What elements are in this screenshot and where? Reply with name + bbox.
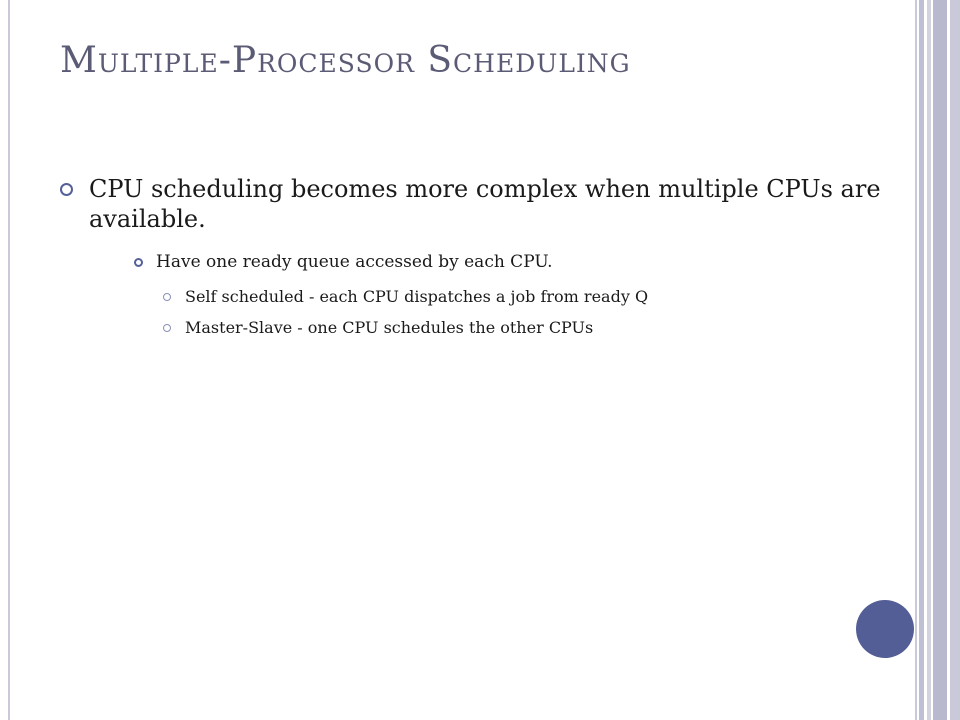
hollow-circle-bullet-icon [163, 324, 171, 332]
bullet-level3-item [163, 317, 593, 339]
right-edge-stripes [917, 0, 960, 720]
bullet-level1-text: CPU scheduling becomes more complex when multiple CPUs are available. [89, 175, 881, 233]
hollow-circle-bullet-icon [163, 293, 171, 301]
hollow-circle-bullet-icon [134, 258, 143, 267]
bullet-level2 [134, 251, 553, 273]
bullet-level1 [60, 174, 900, 234]
bullet-level3-text: Self scheduled - each CPU dispatches a job from ready Q [185, 287, 649, 306]
bullet-level3-item [163, 286, 648, 308]
accent-circle-icon [856, 600, 914, 658]
slide-title: Multiple-Processor Scheduling [60, 40, 631, 81]
bullet-level3-text: Master-Slave - one CPU schedules the other CPUs [185, 318, 594, 337]
slide-frame [8, 0, 917, 720]
hollow-circle-bullet-icon [60, 183, 73, 196]
bullet-level2-text: Have one ready queue accessed by each CPU. [156, 252, 553, 272]
